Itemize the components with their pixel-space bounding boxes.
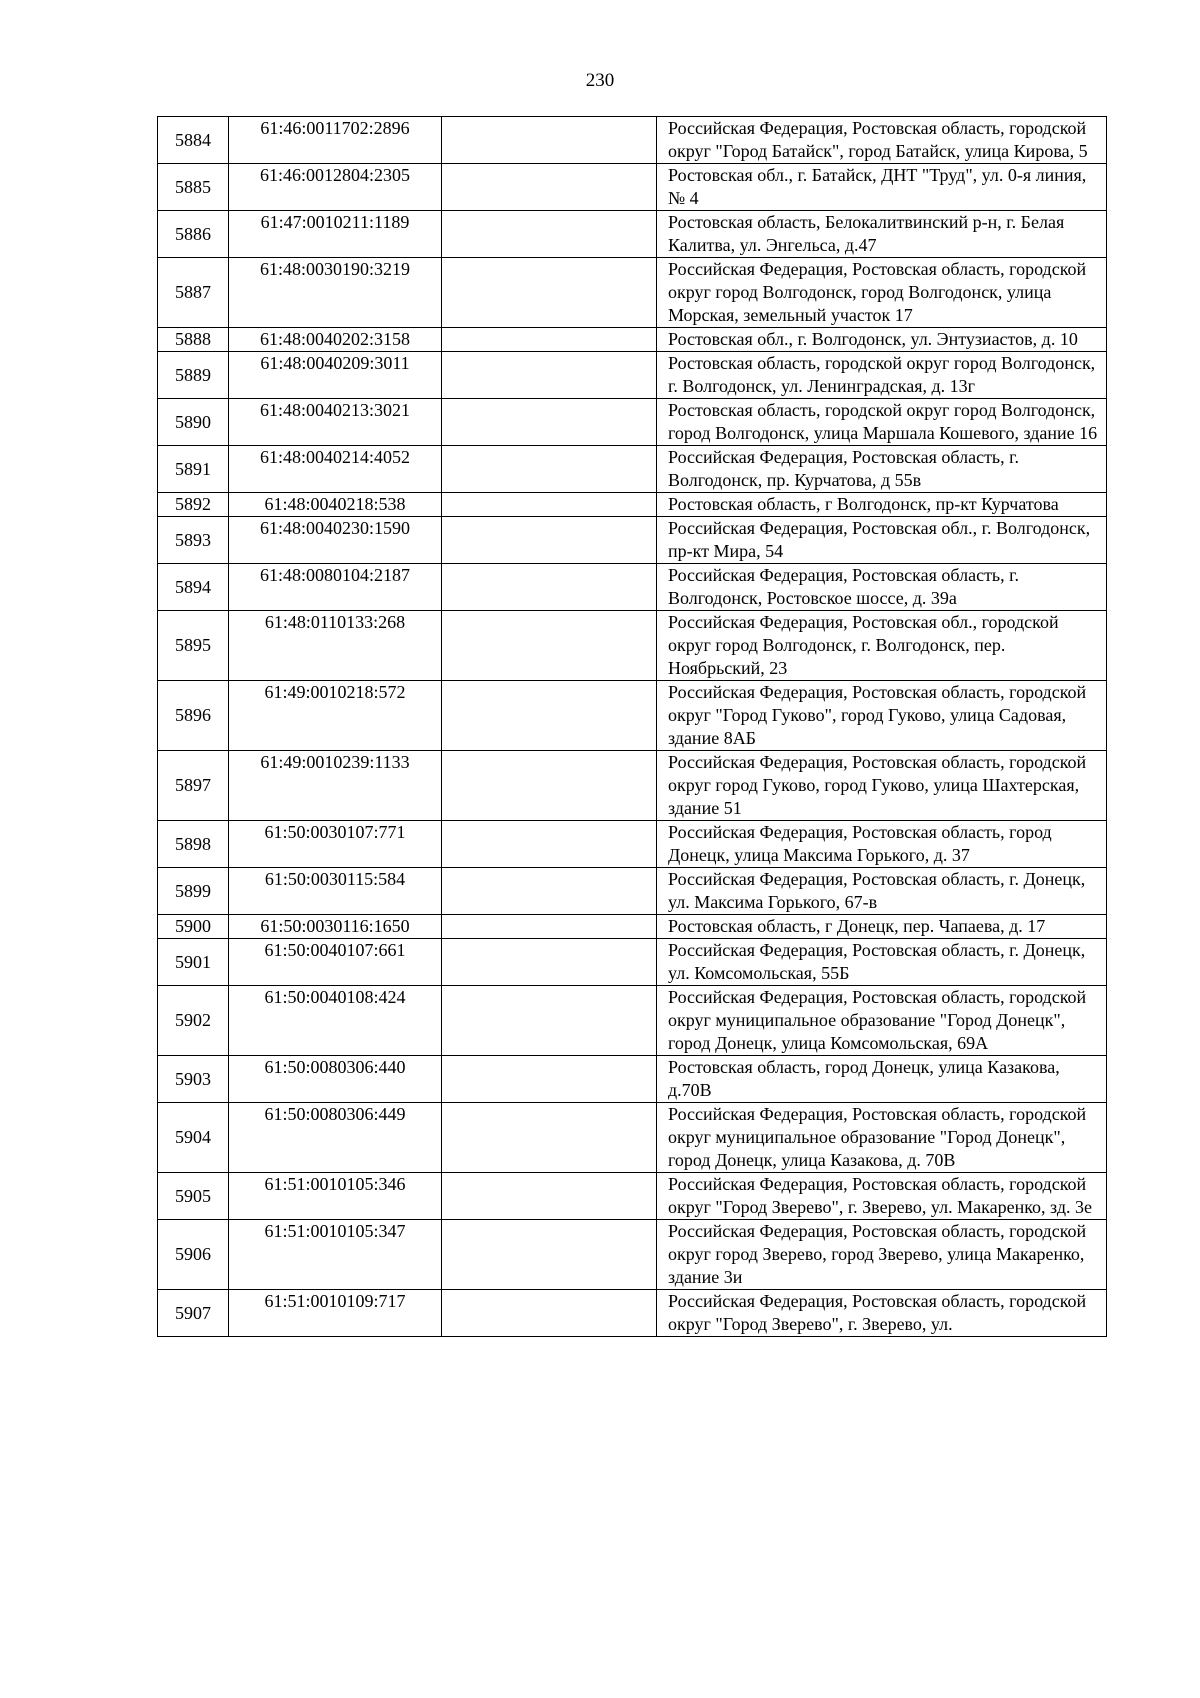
- address-cell: Российская Федерация, Ростовская область, городской округ "Город Зверево", г. Зверево, ул.: [657, 1290, 1107, 1337]
- row-number-cell: 5897: [158, 751, 229, 821]
- empty-cell: [442, 564, 657, 611]
- empty-cell: [442, 328, 657, 352]
- address-cell: Российская Федерация, Ростовская область, г. Волгодонск, пр. Курчатова, д 55в: [657, 446, 1107, 493]
- cadastral-number-cell: 61:48:0040230:1590: [229, 517, 442, 564]
- row-number-cell: 5892: [158, 493, 229, 517]
- table-row: [158, 446, 1107, 493]
- empty-cell: [442, 399, 657, 446]
- address-cell: Ростовская область, г Донецк, пер. Чапаева, д. 17: [657, 915, 1107, 939]
- empty-cell: [442, 868, 657, 915]
- row-number-cell: 5889: [158, 352, 229, 399]
- table-row: [158, 517, 1107, 564]
- empty-cell: [442, 1173, 657, 1220]
- address-cell: Российская Федерация, Ростовская область, г. Волгодонск, Ростовское шоссе, д. 39а: [657, 564, 1107, 611]
- cadastral-number-cell: 61:51:0010109:717: [229, 1290, 442, 1337]
- table-row: [158, 939, 1107, 986]
- address-cell: Ростовская область, городской округ город Волгодонск, г. Волгодонск, ул. Ленинградская, д. 13г: [657, 352, 1107, 399]
- cadastral-number-cell: 61:48:0040218:538: [229, 493, 442, 517]
- row-number-cell: 5884: [158, 117, 229, 164]
- empty-cell: [442, 1103, 657, 1173]
- table-row: [158, 164, 1107, 211]
- cadastral-number-cell: 61:49:0010218:572: [229, 681, 442, 751]
- cadastral-number-cell: 61:48:0040209:3011: [229, 352, 442, 399]
- page-number: 230: [585, 70, 615, 91]
- table-row: [158, 258, 1107, 328]
- empty-cell: [442, 939, 657, 986]
- cadastral-number-cell: 61:46:0012804:2305: [229, 164, 442, 211]
- empty-cell: [442, 164, 657, 211]
- row-number-cell: 5888: [158, 328, 229, 352]
- empty-cell: [442, 493, 657, 517]
- row-number-cell: 5885: [158, 164, 229, 211]
- table-row: [158, 399, 1107, 446]
- row-number-cell: 5901: [158, 939, 229, 986]
- registry-table: [157, 116, 1107, 1337]
- table-row: [158, 1290, 1107, 1337]
- cadastral-number-cell: 61:50:0040107:661: [229, 939, 442, 986]
- cadastral-number-cell: 61:50:0030107:771: [229, 821, 442, 868]
- row-number-cell: 5906: [158, 1220, 229, 1290]
- row-number-cell: 5904: [158, 1103, 229, 1173]
- table-row: [158, 211, 1107, 258]
- row-number-cell: 5886: [158, 211, 229, 258]
- address-cell: Российская Федерация, Ростовская область, городской округ город Зверево, город Зверево, улица Макаренко, здание 3и: [657, 1220, 1107, 1290]
- address-cell: Российская Федерация, Ростовская область, городской округ город Гуково, город Гуково, улица Шахтерская, здание 51: [657, 751, 1107, 821]
- row-number-cell: 5899: [158, 868, 229, 915]
- table-row: [158, 986, 1107, 1056]
- table-row: [158, 328, 1107, 352]
- cadastral-number-cell: 61:48:0110133:268: [229, 611, 442, 681]
- row-number-cell: 5893: [158, 517, 229, 564]
- row-number-cell: 5902: [158, 986, 229, 1056]
- empty-cell: [442, 915, 657, 939]
- row-number-cell: 5905: [158, 1173, 229, 1220]
- row-number-cell: 5903: [158, 1056, 229, 1103]
- row-number-cell: 5900: [158, 915, 229, 939]
- cadastral-number-cell: 61:50:0080306:440: [229, 1056, 442, 1103]
- cadastral-number-cell: 61:48:0040214:4052: [229, 446, 442, 493]
- table-row: [158, 117, 1107, 164]
- table-row: [158, 915, 1107, 939]
- address-cell: Ростовская область, город Донецк, улица Казакова, д.70В: [657, 1056, 1107, 1103]
- table-row: [158, 751, 1107, 821]
- address-cell: Российская Федерация, Ростовская область, городской округ "Город Гуково", город Гуково, улица Садовая, здание 8АБ: [657, 681, 1107, 751]
- cadastral-number-cell: 61:46:0011702:2896: [229, 117, 442, 164]
- registry-table-body: [158, 117, 1107, 1337]
- address-cell: Российская Федерация, Ростовская область, г. Донецк, ул. Максима Горького, 67-в: [657, 868, 1107, 915]
- empty-cell: [442, 986, 657, 1056]
- cadastral-number-cell: 61:48:0040213:3021: [229, 399, 442, 446]
- empty-cell: [442, 681, 657, 751]
- empty-cell: [442, 352, 657, 399]
- cadastral-number-cell: 61:48:0040202:3158: [229, 328, 442, 352]
- address-cell: Российская Федерация, Ростовская обл., г. Волгодонск, пр-кт Мира, 54: [657, 517, 1107, 564]
- empty-cell: [442, 117, 657, 164]
- row-number-cell: 5896: [158, 681, 229, 751]
- row-number-cell: 5891: [158, 446, 229, 493]
- row-number-cell: 5895: [158, 611, 229, 681]
- table-row: [158, 493, 1107, 517]
- table-row: [158, 821, 1107, 868]
- row-number-cell: 5898: [158, 821, 229, 868]
- table-row: [158, 1103, 1107, 1173]
- address-cell: Ростовская область, г Волгодонск, пр-кт Курчатова: [657, 493, 1107, 517]
- address-cell: Российская Федерация, Ростовская область, г. Донецк, ул. Комсомольская, 55Б: [657, 939, 1107, 986]
- cadastral-number-cell: 61:48:0080104:2187: [229, 564, 442, 611]
- table-row: [158, 1056, 1107, 1103]
- cadastral-number-cell: 61:48:0030190:3219: [229, 258, 442, 328]
- empty-cell: [442, 1290, 657, 1337]
- table-row: [158, 352, 1107, 399]
- row-number-cell: 5894: [158, 564, 229, 611]
- cadastral-number-cell: 61:47:0010211:1189: [229, 211, 442, 258]
- table-row: [158, 681, 1107, 751]
- row-number-cell: 5887: [158, 258, 229, 328]
- empty-cell: [442, 1220, 657, 1290]
- empty-cell: [442, 258, 657, 328]
- address-cell: Российская Федерация, Ростовская область, городской округ муниципальное образование "Город Донецк", город Донецк, улица Казакова, д. 70В: [657, 1103, 1107, 1173]
- row-number-cell: 5890: [158, 399, 229, 446]
- address-cell: Российская Федерация, Ростовская область, город Донецк, улица Максима Горького, д. 37: [657, 821, 1107, 868]
- empty-cell: [442, 821, 657, 868]
- table-row: [158, 611, 1107, 681]
- empty-cell: [442, 751, 657, 821]
- cadastral-number-cell: 61:49:0010239:1133: [229, 751, 442, 821]
- address-cell: Российская Федерация, Ростовская область, городской округ "Город Батайск", город Батайск, улица Кирова, 5: [657, 117, 1107, 164]
- cadastral-number-cell: 61:50:0080306:449: [229, 1103, 442, 1173]
- empty-cell: [442, 211, 657, 258]
- table-row: [158, 1173, 1107, 1220]
- address-cell: Ростовская обл., г. Волгодонск, ул. Энтузиастов, д. 10: [657, 328, 1107, 352]
- address-cell: Российская Федерация, Ростовская область, городской округ муниципальное образование "Город Донецк", город Донецк, улица Комсомольская, 69А: [657, 986, 1107, 1056]
- address-cell: Российская Федерация, Ростовская область, городской округ город Волгодонск, город Волгодонск, улица Морская, земельный участок 17: [657, 258, 1107, 328]
- empty-cell: [442, 1056, 657, 1103]
- row-number-cell: 5907: [158, 1290, 229, 1337]
- cadastral-number-cell: 61:50:0030116:1650: [229, 915, 442, 939]
- empty-cell: [442, 446, 657, 493]
- empty-cell: [442, 611, 657, 681]
- empty-cell: [442, 517, 657, 564]
- table-row: [158, 564, 1107, 611]
- cadastral-number-cell: 61:50:0030115:584: [229, 868, 442, 915]
- table-row: [158, 1220, 1107, 1290]
- address-cell: Ростовская область, Белокалитвинский р-н, г. Белая Калитва, ул. Энгельса, д.47: [657, 211, 1107, 258]
- address-cell: Российская Федерация, Ростовская обл., городской округ город Волгодонск, г. Волгодонск, пер. Ноябрьский, 23: [657, 611, 1107, 681]
- address-cell: Ростовская область, городской округ город Волгодонск, город Волгодонск, улица Маршала Кошевого, здание 16: [657, 399, 1107, 446]
- address-cell: Ростовская обл., г. Батайск, ДНТ "Труд", ул. 0-я линия, № 4: [657, 164, 1107, 211]
- address-cell: Российская Федерация, Ростовская область, городской округ "Город Зверево", г. Зверево, ул. Макаренко, зд. 3е: [657, 1173, 1107, 1220]
- cadastral-number-cell: 61:51:0010105:346: [229, 1173, 442, 1220]
- cadastral-number-cell: 61:51:0010105:347: [229, 1220, 442, 1290]
- table-row: [158, 868, 1107, 915]
- cadastral-number-cell: 61:50:0040108:424: [229, 986, 442, 1056]
